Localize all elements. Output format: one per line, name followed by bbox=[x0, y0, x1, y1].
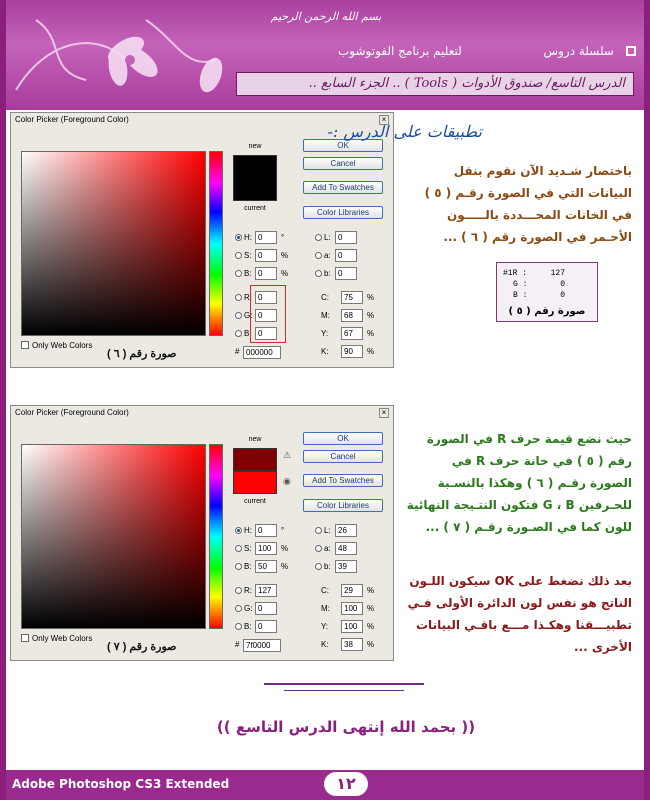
new-label: new bbox=[248, 143, 262, 150]
divider bbox=[264, 683, 424, 685]
only-web-colors-label: Only Web Colors bbox=[32, 634, 93, 643]
ok-button[interactable]: OK bbox=[303, 432, 383, 445]
cancel-button[interactable]: Cancel bbox=[303, 157, 383, 170]
footer-bar bbox=[6, 770, 644, 800]
series-subtitle: لتعليم برنامج الفوتوشوب bbox=[338, 44, 462, 58]
closing-text: (( بحمد الله إنتهى الدرس التاسع )) bbox=[216, 718, 476, 736]
lesson-title-bar bbox=[236, 72, 634, 96]
color-field[interactable] bbox=[21, 444, 206, 629]
applications-title: تطبيقات على الدرس :- bbox=[327, 122, 482, 141]
current-label: current bbox=[244, 205, 266, 212]
series-title: سلسلة دروس bbox=[543, 44, 614, 58]
lesson-title: الدرس التاسع/ صندوق الأدوات ( Tools ) .. الجزء السابع .. bbox=[308, 76, 625, 91]
current-color-swatch bbox=[233, 471, 277, 494]
only-web-colors-checkbox[interactable] bbox=[21, 634, 92, 643]
floral-decoration bbox=[6, 0, 236, 110]
close-icon[interactable]: × bbox=[379, 408, 389, 418]
hex-field[interactable]: # 7f0000 bbox=[235, 640, 239, 649]
ok-button[interactable]: OK bbox=[303, 139, 383, 152]
header-banner bbox=[6, 0, 644, 110]
warning-icon[interactable]: ⚠ bbox=[283, 450, 292, 460]
color-libraries-button[interactable]: Color Libraries bbox=[303, 499, 383, 512]
bismillah: بسم الله الرحمن الرحيم bbox=[270, 10, 382, 23]
highlight-box bbox=[250, 285, 286, 343]
figure-caption: صورة رقم ( ٦ ) bbox=[107, 348, 177, 360]
add-to-swatches-button[interactable]: Add To Swatches bbox=[303, 181, 383, 194]
close-icon[interactable]: × bbox=[379, 115, 389, 125]
square-bullet-icon bbox=[626, 46, 636, 56]
info-caption: صورة رقم ( ٥ ) bbox=[508, 306, 586, 317]
color-field[interactable] bbox=[21, 151, 206, 336]
color-picker-dialog-2: Color Picker (Foreground Color) × new current ⚠ ◉ OK Cancel Add To Swatches Color Libraries H: 0 ° S: 100 % B: 50 % R: 127 G: 0 B: 0 L: 26 a: 48 b: 39 C: 29 % M: 100 % Y: 100 % K: 38 % Only Web Colors # 7f0000 صورة رقم ( ٧ ) bbox=[10, 405, 394, 661]
color-libraries-button[interactable]: Color Libraries bbox=[303, 206, 383, 219]
new-color-swatch bbox=[233, 448, 277, 471]
only-web-colors-checkbox[interactable] bbox=[21, 341, 92, 350]
hue-slider[interactable] bbox=[209, 444, 223, 629]
paragraph-2: حيث نضع قيمة حرف R في الصورة رقم ( ٥ ) في خانة حرف R في الصورة رقـم ( ٦ ) وهكذا بالنسـبة للحـرفين G ، B فتكون النتـيجة النهائية للون كما في الصـورة رقـم ( ٧ ) ... bbox=[406, 432, 632, 534]
figure-caption: صورة رقم ( ٧ ) bbox=[107, 641, 177, 653]
cancel-button[interactable]: Cancel bbox=[303, 450, 383, 463]
divider bbox=[284, 690, 404, 691]
info-panel-image: #1R : 127 G : 0 B : 0 صورة رقم ( ٥ ) bbox=[496, 262, 598, 322]
cube-icon[interactable]: ◉ bbox=[283, 476, 291, 486]
page-number: ١٢ bbox=[324, 772, 368, 796]
new-color-swatch bbox=[233, 155, 277, 201]
only-web-colors-label: Only Web Colors bbox=[32, 341, 93, 350]
add-to-swatches-button[interactable]: Add To Swatches bbox=[303, 474, 383, 487]
color-picker-dialog-1: Color Picker (Foreground Color) × new current OK Cancel Add To Swatches Color Libraries H: 0 ° S: 0 % B: 0 % R: 0 G: 0 B: 0 L: 0 a: 0 b: 0 C: 75 % M: 68 % Y: 67 % K: 90 % Only Web Colors # 000000 صورة رقم ( ٦ ) bbox=[10, 112, 394, 368]
paragraph-1: باختصار شـديد الآن نقوم بنقل البيانات التي في الصورة رقـم ( ٥ ) في الخانات المحـــددة بالـــــون الأحـمر في الصورة رقم ( ٦ ) ... bbox=[424, 164, 632, 244]
new-label: new bbox=[248, 436, 262, 443]
footer-title: Adobe Photoshop CS3 Extended bbox=[12, 777, 230, 791]
paragraph-3: بعد ذلك نضغط على OK سيكون اللـون الناتج هو نفس لون الدائرة الأولى فـي تطبيـــقنا وهكـذا مـــع باقـي البيانات الأخرى ... bbox=[407, 574, 632, 654]
hex-field[interactable]: # 000000 bbox=[235, 347, 239, 356]
hue-slider[interactable] bbox=[209, 151, 223, 336]
dialog-title: Color Picker (Foreground Color) bbox=[15, 408, 129, 417]
dialog-title: Color Picker (Foreground Color) bbox=[15, 115, 129, 124]
current-label: current bbox=[244, 498, 266, 505]
